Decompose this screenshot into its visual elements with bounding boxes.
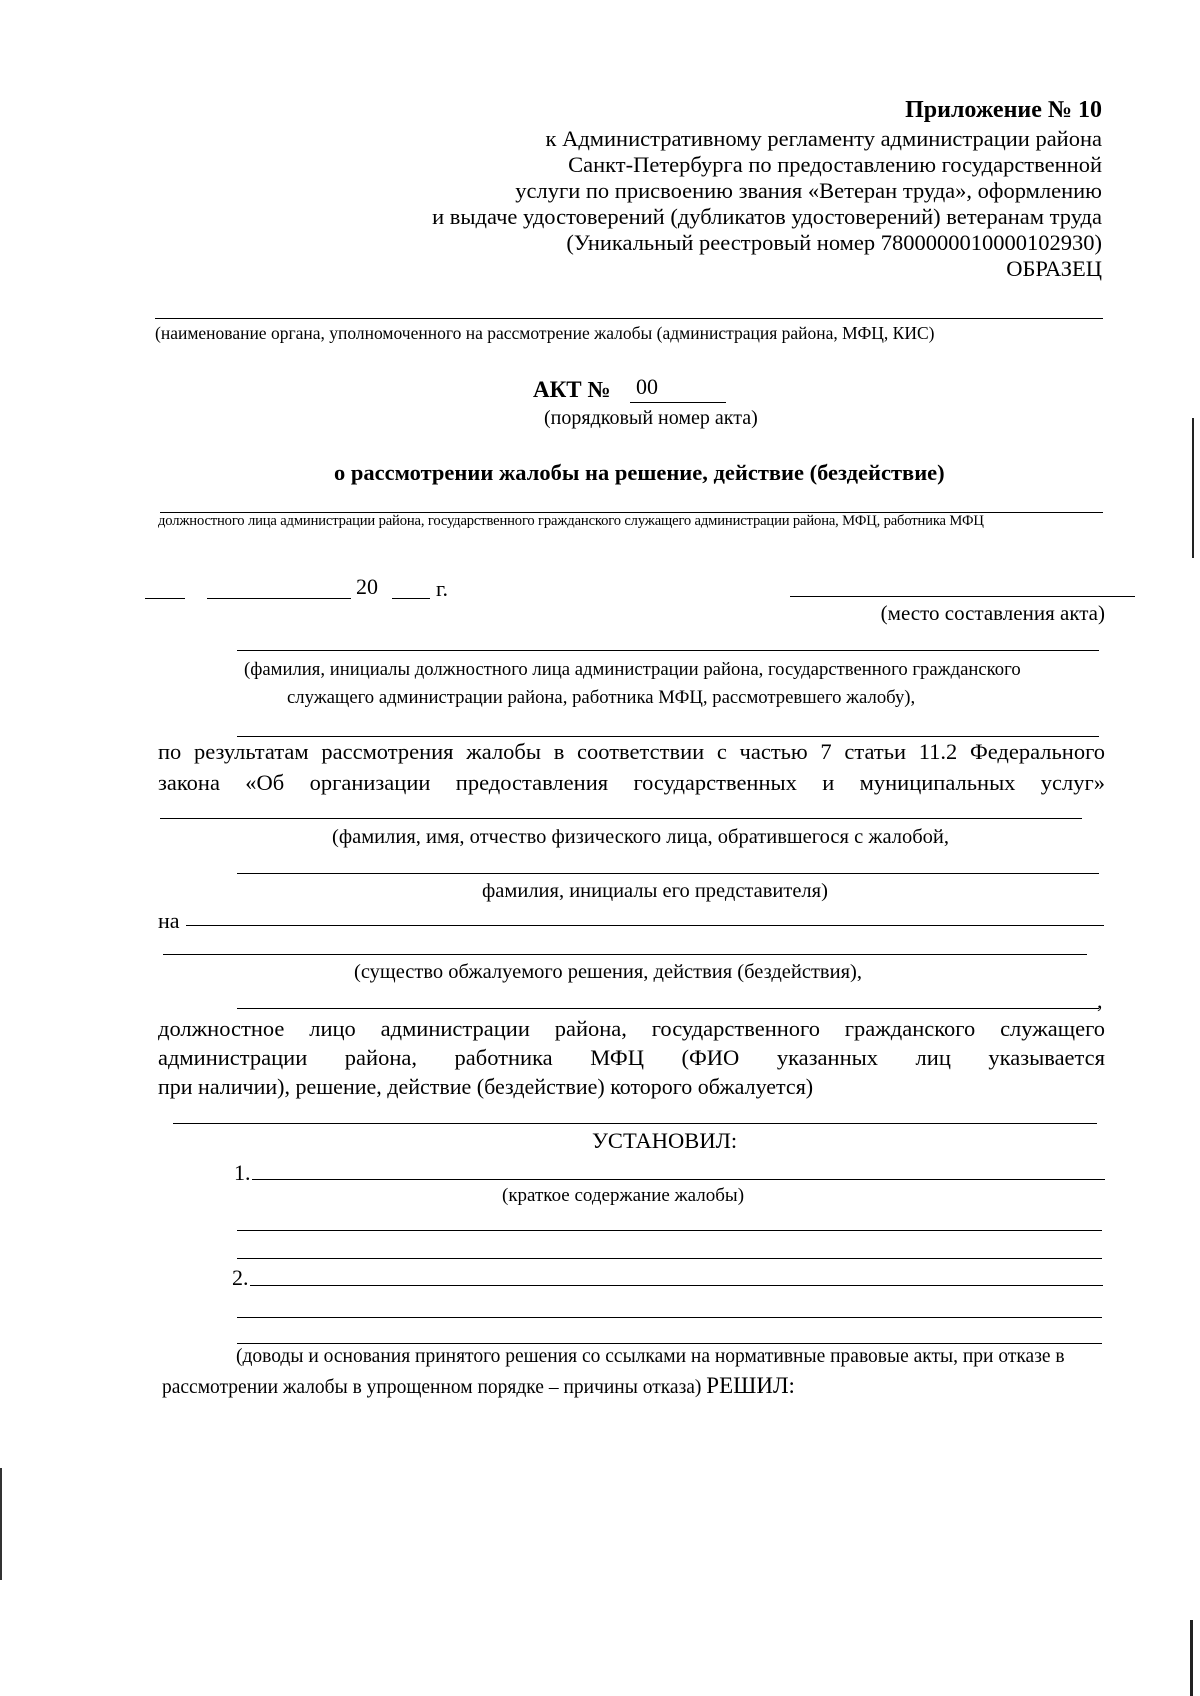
- appendix-line: услуги по присвоению звания «Ветеран труда», оформлению: [515, 178, 1102, 203]
- appendix-line: (Уникальный реестровый номер 7800000010000102930): [566, 230, 1102, 255]
- official-text-line: [173, 1123, 1097, 1124]
- basis-line2: закона «Об организации предоставления государственных и муниципальных услуг»: [158, 770, 1105, 795]
- item1-line-3: [237, 1258, 1102, 1259]
- established-heading: УСТАНОВИЛ:: [592, 1128, 738, 1153]
- appendix-line: Санкт-Петербурга по предоставлению государственной: [568, 152, 1102, 177]
- item2-line-3: [237, 1343, 1102, 1344]
- date-century: 20: [356, 574, 378, 599]
- organ-name-line: [155, 318, 1103, 319]
- item1-line-2: [237, 1230, 1102, 1231]
- scan-edge-mark: [0, 1468, 2, 1580]
- essence-caption: (существо обжалуемого решения, действия (бездействия),: [354, 961, 862, 983]
- scan-edge-mark: [1192, 418, 1194, 558]
- on-label: на: [158, 908, 180, 933]
- item1-line: [252, 1179, 1105, 1180]
- act-subject: о рассмотрении жалобы на решение, действие (бездействие): [334, 460, 945, 485]
- reviewer-caption-line2: служащего администрации района, работника МФЦ, рассмотревшего жалобу),: [287, 687, 916, 708]
- scan-edge-mark: [1190, 1620, 1193, 1696]
- act-number-line: [630, 402, 726, 403]
- place-line: [790, 596, 1135, 597]
- item2-number: 2.: [232, 1265, 249, 1290]
- official-caption: должностного лица администрации района, государственного гражданского служащего администрации района, МФЦ, работника МФЦ: [158, 513, 984, 529]
- date-year-line: [392, 598, 430, 599]
- reasons-line2: рассмотрении жалобы в упрощенном порядке – причины отказа): [162, 1377, 702, 1398]
- appendix-line: к Административному регламенту администрации района: [545, 126, 1102, 151]
- item2-line-2: [237, 1317, 1102, 1318]
- item1-number: 1.: [234, 1160, 251, 1185]
- appendix-line: и выдаче удостоверений (дубликатов удостоверений) ветеранам труда: [432, 204, 1102, 229]
- official-text-line3: при наличии), решение, действие (бездействие) которого обжалуется): [158, 1074, 814, 1099]
- item1-caption: (краткое содержание жалобы): [502, 1185, 745, 1206]
- reasons-line1: (доводы и основания принятого решения со ссылками на нормативные правовые акты, при отказе в: [236, 1346, 1065, 1367]
- sample-label: ОБРАЗЕЦ: [1006, 256, 1102, 281]
- applicant-caption-line1: (фамилия, имя, отчество физического лица, обратившегося с жалобой,: [332, 826, 950, 848]
- act-number-caption: (порядковый номер акта): [544, 407, 758, 429]
- reviewer-line: [237, 650, 1099, 651]
- applicant-caption-line2: фамилия, инициалы его представителя): [482, 880, 828, 902]
- official-text-line1: должностное лицо администрации района, государственного гражданского служащего: [158, 1016, 1105, 1041]
- organ-caption: (наименование органа, уполномоченного на рассмотрение жалобы (администрация района, МФЦ, КИС): [155, 323, 935, 343]
- decided-label: РЕШИЛ:: [706, 1373, 795, 1398]
- appendix-subtitle: [432, 126, 1102, 282]
- act-label: АКТ №: [533, 377, 611, 402]
- item2-line: [250, 1285, 1103, 1286]
- reviewer-caption-line1: (фамилия, инициалы должностного лица администрации района, государственного гражданского: [244, 659, 1021, 680]
- official-text-line2: администрации района, работника МФЦ (ФИО указанных лиц указывается: [158, 1045, 1105, 1070]
- place-caption: (место составления акта): [880, 601, 1105, 625]
- essence-line-2: [237, 1008, 1099, 1009]
- date-day-line: [145, 598, 185, 599]
- representative-line: [237, 873, 1099, 874]
- date-year-suffix: г.: [436, 576, 449, 601]
- reasons-line2-wrap: [162, 1374, 795, 1398]
- appendix-title: Приложение № 10: [905, 97, 1102, 123]
- act-number: 00: [636, 374, 658, 399]
- essence-line: [163, 954, 1087, 955]
- applicant-line: [160, 818, 1082, 819]
- date-month-line: [207, 598, 351, 599]
- basis-line1: по результатам рассмотрения жалобы в соответствии с частью 7 статьи 11.2 Федерального: [158, 739, 1105, 764]
- on-line: [186, 925, 1104, 926]
- reviewer-line-2: [237, 736, 1099, 737]
- essence-comma: ,: [1097, 988, 1103, 1013]
